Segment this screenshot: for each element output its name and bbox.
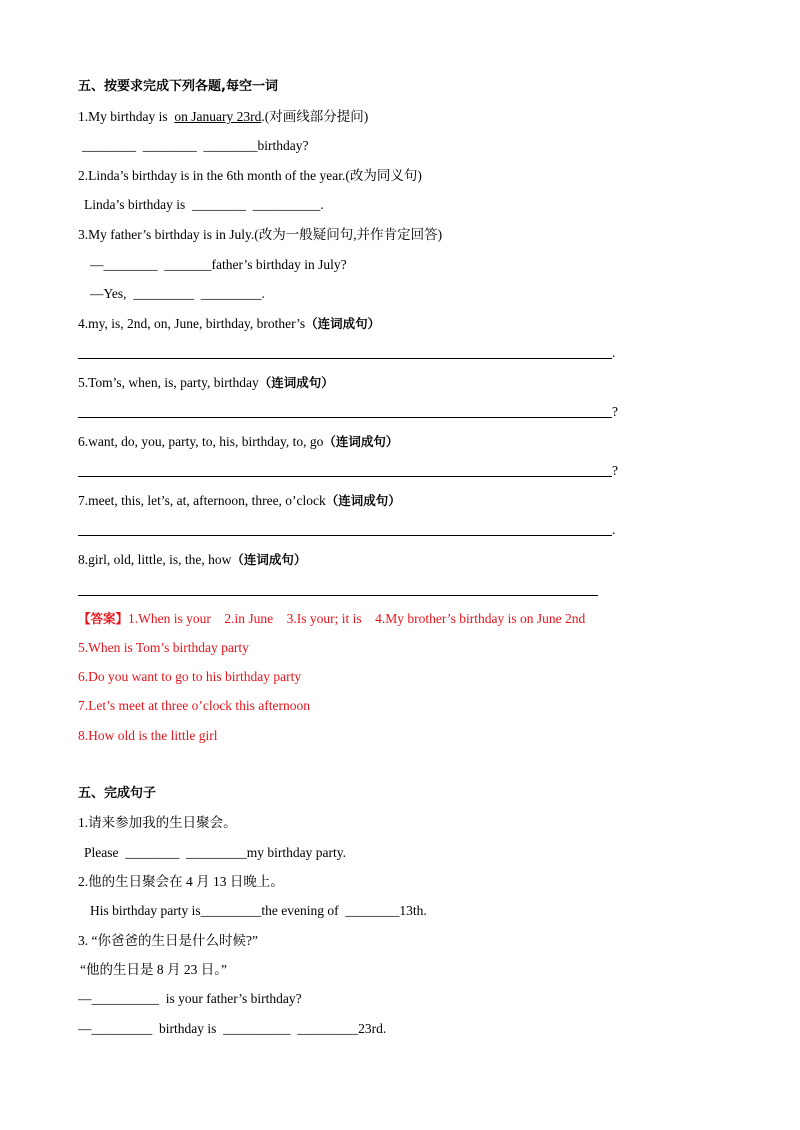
q4-answer-rule [78,358,612,359]
answer-key-line-1 [78,610,585,628]
q6-prompt [78,433,398,451]
s2-q2-answer-line: His birthday party is_________the evening of ________13th. [90,903,427,918]
answer-key-line-4: 7.Let’s meet at three o’clock this afternoon [78,698,311,713]
q7-prompt [78,492,401,510]
q4-instruction: （连词成句） [305,316,381,331]
q2-prompt: 2.Linda’s birthday is in the 6th month of the year.(改为同义句) [78,168,422,183]
s2-q3-answer-line-2: —_________ birthday is __________ _________23rd. [78,1021,387,1036]
q1-underlined-part: on January 23rd [174,109,262,124]
s2-q3-reply: “他的生日是 8 月 23 日。” [80,962,227,977]
q1-prompt [78,108,368,126]
q1-prefix: 1.My birthday is [78,109,175,124]
q5-end-punct: ? [612,404,618,419]
q6-answer-rule [78,476,612,477]
s2-q1-prompt: 1.请来参加我的生日聚会。 [78,815,237,830]
s2-q1-answer-line: Please ________ _________my birthday party. [84,845,346,860]
answer-key-line-2: 5.When is Tom’s birthday party [78,640,249,655]
q7-answer-rule [78,535,612,536]
q1-instruction: .(对画线部分提问) [261,109,369,124]
q5-prompt [78,374,334,392]
q4-end-punct: . [612,345,616,360]
s2-q3-answer-line-1: —__________ is your father’s birthday? [78,991,302,1006]
q8-words: 8.girl, old, little, is, the, how [78,552,232,567]
answer-key-line-3: 6.Do you want to go to his birthday party [78,669,302,684]
answer-key-label: 【答案】 [78,611,129,626]
q4-words: 4.my, is, 2nd, on, June, birthday, brother’s [78,316,306,331]
q7-words: 7.meet, this, let’s, at, afternoon, three, o’clock [78,493,326,508]
section1-heading: 五、按要求完成下列各题,每空一词 [78,79,278,94]
q5-words: 5.Tom’s, when, is, party, birthday [78,375,259,390]
q3-answer-line-1: —________ _______father’s birthday in July? [90,257,347,272]
s2-q2-prompt: 2.他的生日聚会在 4 月 13 日晚上。 [78,874,284,889]
q3-prompt: 3.My father’s birthday is in July.(改为一般疑问句,并作肯定回答) [78,227,443,242]
q3-answer-line-2: —Yes, _________ _________. [90,286,265,301]
q8-instruction: （连词成句） [231,552,307,567]
q5-instruction: （连词成句） [258,375,334,390]
answer-key-text-1: 1.When is your 2.in June 3.Is your; it is 4.My brother’s birthday is on June 2nd [128,611,586,626]
q7-end-punct: . [612,522,616,537]
q6-instruction: （连词成句） [323,434,399,449]
q1-answer-line: ________ ________ ________birthday? [82,138,309,153]
q2-answer-line: Linda’s birthday is ________ __________. [84,197,324,212]
q4-prompt [78,315,380,333]
answer-key-line-5: 8.How old is the little girl [78,728,218,743]
q6-words: 6.want, do, you, party, to, his, birthday, to, go [78,434,324,449]
section2-heading: 五、完成句子 [78,786,157,801]
q8-answer-rule [78,595,598,596]
q8-prompt [78,551,306,569]
q7-instruction: （连词成句） [325,493,401,508]
q5-answer-rule [78,417,612,418]
q6-end-punct: ? [612,463,618,478]
s2-q3-prompt: 3. “你爸爸的生日是什么时候?” [78,933,258,948]
